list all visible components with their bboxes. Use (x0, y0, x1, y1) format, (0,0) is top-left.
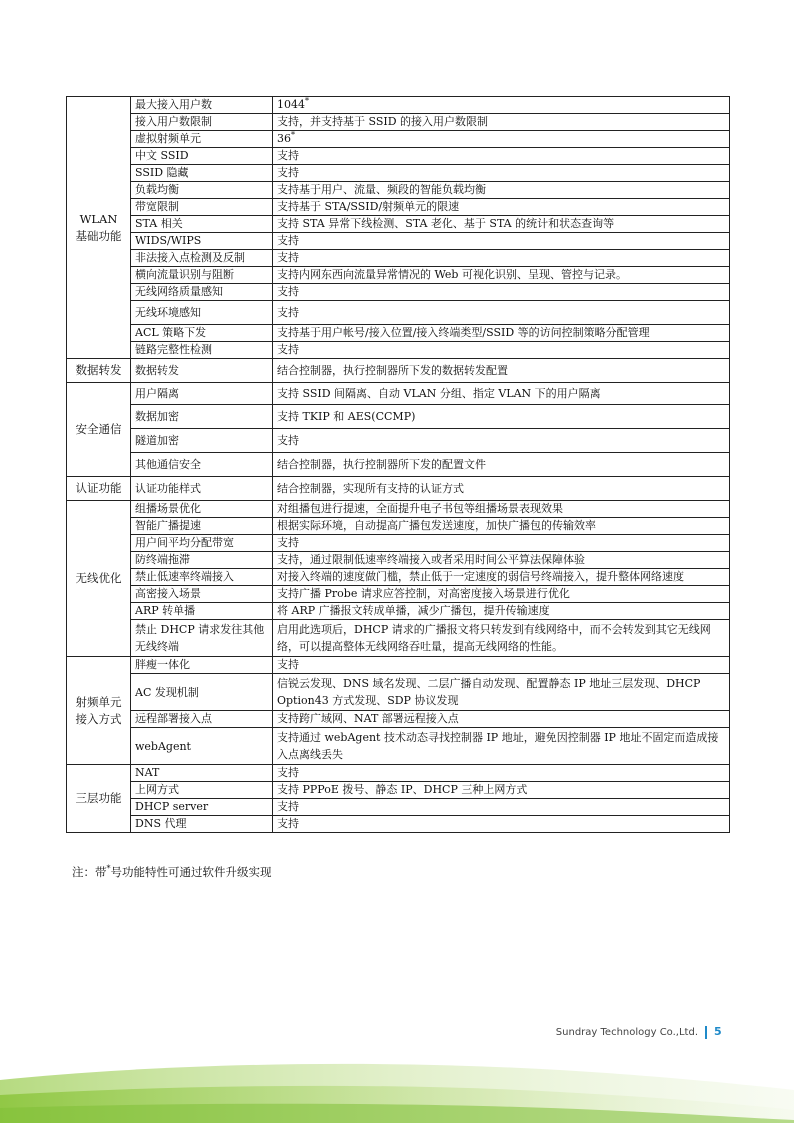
table-row (67, 501, 730, 518)
description-cell (273, 477, 730, 501)
table-row (67, 233, 730, 250)
category-cell: 无线优化 (67, 501, 131, 657)
feature-cell: STA 相关 (131, 216, 273, 233)
table-row (67, 250, 730, 267)
description-text: 支持 TKIP 和 AES(CCMP) (277, 409, 416, 423)
table-row (67, 674, 730, 711)
description-cell (273, 267, 730, 284)
description-text: 支持 (277, 234, 299, 247)
feature-cell: 防终端拖滞 (131, 552, 273, 569)
table-row (67, 620, 730, 657)
table-row (67, 284, 730, 301)
description-cell (273, 182, 730, 199)
feature-cell: 远程部署接入点 (131, 711, 273, 728)
table-row (67, 131, 730, 148)
description-cell (273, 799, 730, 816)
table-row (67, 569, 730, 586)
table-row (67, 429, 730, 453)
feature-cell: 无线网络质量感知 (131, 284, 273, 301)
description-text: 支持内网东西向流量异常情况的 Web 可视化识别、呈现、管控与记录。 (277, 268, 627, 281)
feature-cell: DHCP server (131, 799, 273, 816)
feature-cell: 横向流量识别与阻断 (131, 267, 273, 284)
description-cell (273, 501, 730, 518)
category-cell: WLAN 基础功能 (67, 97, 131, 359)
description-text: 支持 (277, 766, 299, 779)
table-row (67, 199, 730, 216)
description-text: 支持 STA 异常下线检测、STA 老化、基于 STA 的统计和状态查询等 (277, 217, 615, 230)
feature-cell: 负载均衡 (131, 182, 273, 199)
table-row (67, 552, 730, 569)
description-text: 1044 (277, 98, 305, 111)
description-cell (273, 97, 730, 114)
description-cell (273, 765, 730, 782)
footer-divider (705, 1026, 707, 1039)
feature-cell: 禁止 DHCP 请求发往其他无线终端 (131, 620, 273, 657)
feature-cell: webAgent (131, 728, 273, 765)
description-cell (273, 383, 730, 405)
feature-cell: 高密接入场景 (131, 586, 273, 603)
description-cell (273, 453, 730, 477)
description-cell (273, 284, 730, 301)
footer-wave-decoration (0, 1040, 794, 1123)
description-cell (273, 148, 730, 165)
description-cell (273, 552, 730, 569)
table-row (67, 799, 730, 816)
feature-cell: ACL 策略下发 (131, 325, 273, 342)
feature-cell: 胖瘦一体化 (131, 657, 273, 674)
feature-cell: 认证功能样式 (131, 477, 273, 501)
table-row (67, 383, 730, 405)
description-text: 对接入终端的速度做门槛，禁止低于一定速度的弱信号终端接入，提升整体网络速度 (277, 570, 684, 583)
description-text: 支持 (277, 285, 299, 298)
feature-cell: NAT (131, 765, 273, 782)
table-row (67, 453, 730, 477)
description-text: 支持通过 webAgent 技术动态寻找控制器 IP 地址，避免因控制器 IP 地址不固定而造成接入点离线丢失 (277, 731, 719, 761)
feature-cell: 禁止低速率终端接入 (131, 569, 273, 586)
description-text: 支持 (277, 800, 299, 813)
description-cell (273, 131, 730, 148)
feature-cell: 数据加密 (131, 405, 273, 429)
table-row (67, 603, 730, 620)
description-text: 信锐云发现、DNS 域名发现、二层广播自动发现、配置静态 IP 地址三层发现、DHCP Option43 方式发现、SDP 协议发现 (277, 677, 701, 707)
feature-cell: 接入用户数限制 (131, 114, 273, 131)
table-row (67, 325, 730, 342)
description-text: 支持，并支持基于 SSID 的接入用户数限制 (277, 115, 489, 128)
table-row (67, 165, 730, 182)
description-text: 启用此选项后，DHCP 请求的广播报文将只转发到有线网络中，而不会转发到其它无线网络，可以提高整体无线网络吞吐量，提高无线网络的性能。 (277, 623, 711, 653)
table-row (67, 535, 730, 552)
description-text: 支持 (277, 817, 299, 830)
feature-cell: 组播场景优化 (131, 501, 273, 518)
feature-cell: 其他通信安全 (131, 453, 273, 477)
description-text: 支持 (277, 149, 299, 162)
description-cell (273, 782, 730, 799)
description-text: 结合控制器，执行控制器所下发的数据转发配置 (277, 363, 508, 377)
description-text: 支持基于用户帐号/接入位置/接入终端类型/SSID 等的访问控制策略分配管理 (277, 326, 650, 339)
feature-cell: 虚拟射频单元 (131, 131, 273, 148)
feature-spec-table (66, 96, 730, 833)
description-cell (273, 620, 730, 657)
description-cell (273, 250, 730, 267)
feature-cell: 用户隔离 (131, 383, 273, 405)
table-row (67, 782, 730, 799)
description-cell (273, 342, 730, 359)
description-cell (273, 518, 730, 535)
description-cell (273, 429, 730, 453)
description-cell (273, 114, 730, 131)
description-cell (273, 199, 730, 216)
table-row (67, 342, 730, 359)
table-row (67, 405, 730, 429)
feature-cell: DNS 代理 (131, 816, 273, 833)
description-text: 支持基于用户、流量、频段的智能负载均衡 (277, 183, 486, 196)
table-row (67, 114, 730, 131)
description-text: 对组播包进行提速，全面提升电子书包等组播场景表现效果 (277, 502, 563, 515)
description-cell (273, 405, 730, 429)
footer-company-name: Sundray Technology Co.,Ltd. (555, 1027, 698, 1038)
table-row (67, 267, 730, 284)
description-cell (273, 711, 730, 728)
feature-cell: ARP 转单播 (131, 603, 273, 620)
feature-cell: 非法接入点检测及反制 (131, 250, 273, 267)
description-cell (273, 216, 730, 233)
category-cell: 三层功能 (67, 765, 131, 833)
table-row (67, 711, 730, 728)
feature-cell: 用户间平均分配带宽 (131, 535, 273, 552)
category-cell: 数据转发 (67, 359, 131, 383)
description-text: 支持，通过限制低速率终端接入或者采用时间公平算法保障体验 (277, 553, 585, 566)
category-cell: 安全通信 (67, 383, 131, 477)
description-text: 支持跨广域网、NAT 部署远程接入点 (277, 712, 459, 725)
feature-cell: SSID 隐藏 (131, 165, 273, 182)
description-cell (273, 535, 730, 552)
description-cell (273, 586, 730, 603)
description-text: 支持 PPPoE 拨号、静态 IP、DHCP 三种上网方式 (277, 783, 528, 796)
table-row (67, 765, 730, 782)
description-text: 支持广播 Probe 请求应答控制，对高密度接入场景进行优化 (277, 587, 570, 600)
description-cell (273, 165, 730, 182)
table-row (67, 728, 730, 765)
feature-cell: 无线环境感知 (131, 301, 273, 325)
table-row (67, 359, 730, 383)
description-cell (273, 816, 730, 833)
description-text: 36 (277, 132, 291, 145)
footnote-star: * (106, 864, 111, 874)
description-cell (273, 569, 730, 586)
description-text: 结合控制器，实现所有支持的认证方式 (277, 481, 464, 495)
table-row (67, 182, 730, 199)
table-row (67, 216, 730, 233)
feature-cell: 上网方式 (131, 782, 273, 799)
description-cell (273, 359, 730, 383)
table-row (67, 816, 730, 833)
feature-cell: AC 发现机制 (131, 674, 273, 711)
description-cell (273, 657, 730, 674)
description-cell (273, 728, 730, 765)
description-text: 支持 SSID 间隔离、自动 VLAN 分组、指定 VLAN 下的用户隔离 (277, 386, 601, 400)
feature-cell: WIDS/WIPS (131, 233, 273, 250)
upgrade-star-marker: * (291, 130, 295, 140)
description-text: 将 ARP 广播报文转成单播，减少广播包，提升传输速度 (277, 604, 550, 617)
description-cell (273, 301, 730, 325)
table-row (67, 657, 730, 674)
description-text: 支持 (277, 305, 299, 319)
table-row (67, 301, 730, 325)
description-cell (273, 603, 730, 620)
table-row (67, 518, 730, 535)
description-text: 结合控制器，执行控制器所下发的配置文件 (277, 457, 486, 471)
page-number: 5 (714, 1025, 722, 1038)
description-cell (273, 325, 730, 342)
feature-cell: 智能广播提速 (131, 518, 273, 535)
feature-cell: 中文 SSID (131, 148, 273, 165)
description-text: 根据实际环境，自动提高广播包发送速度，加快广播包的传输效率 (277, 519, 596, 532)
category-cell: 认证功能 (67, 477, 131, 501)
feature-cell: 隧道加密 (131, 429, 273, 453)
feature-cell: 链路完整性检测 (131, 342, 273, 359)
table-row (67, 477, 730, 501)
description-cell (273, 674, 730, 711)
description-cell (273, 233, 730, 250)
description-text: 支持 (277, 433, 299, 447)
category-cell: 射频单元 接入方式 (67, 657, 131, 765)
table-row (67, 586, 730, 603)
table-row (67, 148, 730, 165)
description-text: 支持 (277, 343, 299, 356)
description-text: 支持基于 STA/SSID/射频单元的限速 (277, 200, 460, 213)
description-text: 支持 (277, 251, 299, 264)
description-text: 支持 (277, 536, 299, 549)
description-text: 支持 (277, 166, 299, 179)
footnote-prefix: 注：带 (72, 865, 107, 879)
table-row (67, 97, 730, 114)
feature-cell: 数据转发 (131, 359, 273, 383)
feature-cell: 最大接入用户数 (131, 97, 273, 114)
footnote (72, 864, 272, 880)
footnote-text: 号功能特性可通过软件升级实现 (110, 865, 272, 879)
upgrade-star-marker: * (305, 96, 309, 106)
description-text: 支持 (277, 658, 299, 671)
feature-cell: 带宽限制 (131, 199, 273, 216)
